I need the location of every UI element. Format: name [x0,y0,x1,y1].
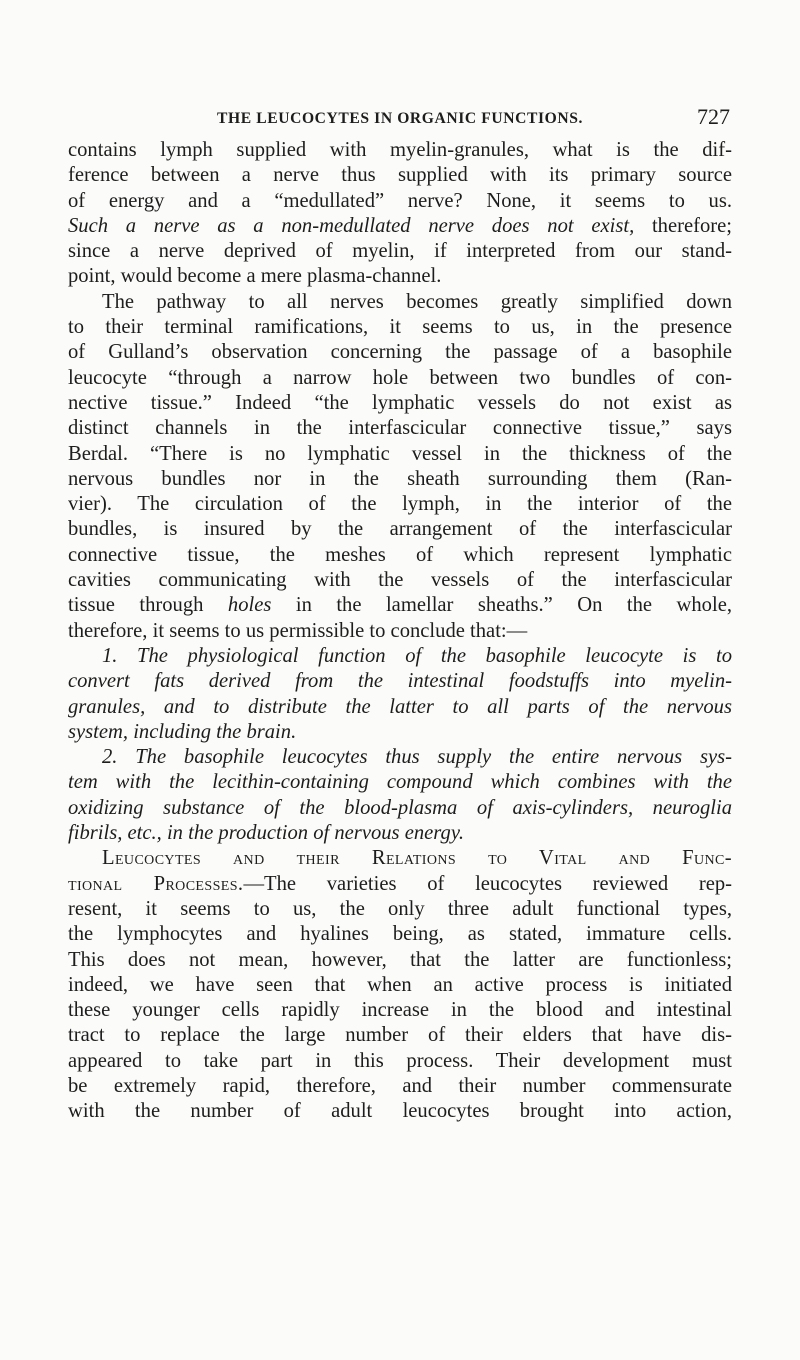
text-line: This does not mean, however, that the latter are functionless; [68,948,732,971]
running-title: THE LEUCOCYTES IN ORGANIC FUNCTIONS. [216,110,584,127]
text-segment: tissue through [68,594,228,617]
text-line: fibrils, etc., in the production of nervous energy. [68,822,464,845]
text-line: bundles, is insured by the arrangement of the interfascicular [68,518,732,541]
text-line: distinct channels in the interfascicular connective tissue,” says [68,417,732,440]
text-line: nervous bundles nor in the sheath surrounding them (Ran- [68,467,732,490]
body-text [68,138,732,1125]
text-line: leucocyte “through a narrow hole between two bundles of con- [68,366,732,389]
text-line [68,593,732,618]
text-line: indeed, we have seen that when an active process is initiated [68,973,732,996]
text-line: ference between a nerve thus supplied with its primary source [68,164,732,187]
text-segment: —The varieties of leucocytes reviewed rep- [243,872,732,895]
text-line: oxidizing substance of the blood-plasma of axis-cylinders, neuroglia [68,796,732,819]
paragraph-start: The pathway to all nerves becomes greatly simplified down [102,290,732,313]
text-segment: in the lamellar sheaths.” On the whole, [271,594,732,617]
section-heading: Leucocytes and their Relations to Vital and Func- [102,847,732,870]
text-line: therefore, it seems to us permissible to conclude that:— [68,619,528,642]
italic-phrase: Such a nerve as a non-medullated nerve does not exist, [68,214,635,237]
text-line [68,214,732,239]
text-line: connective tissue, the meshes of which represent lymphatic [68,543,732,566]
text-line: the lymphocytes and hyalines being, as stated, immature cells. [68,923,732,946]
running-head [72,106,728,136]
italic-phrase: holes [227,594,272,617]
text-line: system, including the brain. [68,720,297,743]
text-line: nective tissue.” Indeed “the lymphatic vessels do not exist as [68,391,732,414]
text-line: these younger cells rapidly increase in the blood and intestinal [68,999,732,1022]
text-line: of energy and a “medullated” nerve? None, it seems to us. [68,189,732,212]
text-line: cavities communicating with the vessels of the interfascicular [68,569,732,592]
text-line: with the number of adult leucocytes brought into action, [68,1100,732,1123]
text-line: Berdal. “There is no lymphatic vessel in the thickness of the [68,442,732,465]
section-heading-end: tional Processes. [68,872,244,895]
text-line [68,872,732,897]
text-line: resent, it seems to us, the only three adult functional types, [68,897,732,920]
text-line: be extremely rapid, therefore, and their number commensurate [68,1074,732,1097]
text-line: tem with the lecithin-containing compound which combines with the [68,771,732,794]
page-number: 727 [697,104,730,129]
text-line: to their terminal ramifications, it seems to us, in the presence [68,316,732,339]
text-line: granules, and to distribute the latter to all parts of the nervous [68,695,732,718]
text-line: appeared to take part in this process. Their development must [68,1049,732,1072]
conclusion-2-start: 2. The basophile leucocytes thus supply the entire nervous sys- [102,746,732,769]
text-line: vier). The circulation of the lymph, in the interior of the [68,493,732,516]
text-segment: therefore; [634,214,732,237]
text-line: since a nerve deprived of myelin, if interpreted from our stand- [68,240,732,263]
conclusion-1-start: 1. The physiological function of the basophile leucocyte is to [102,644,732,667]
text-line: of Gulland’s observation concerning the passage of a basophile [68,341,732,364]
text-line: tract to replace the large number of their elders that have dis- [68,1024,732,1047]
text-line: contains lymph supplied with myelin-granules, what is the dif- [68,139,732,161]
text-line: point, would become a mere plasma-channel. [68,265,442,288]
text-line: convert fats derived from the intestinal foodstuffs into myelin- [68,670,732,693]
